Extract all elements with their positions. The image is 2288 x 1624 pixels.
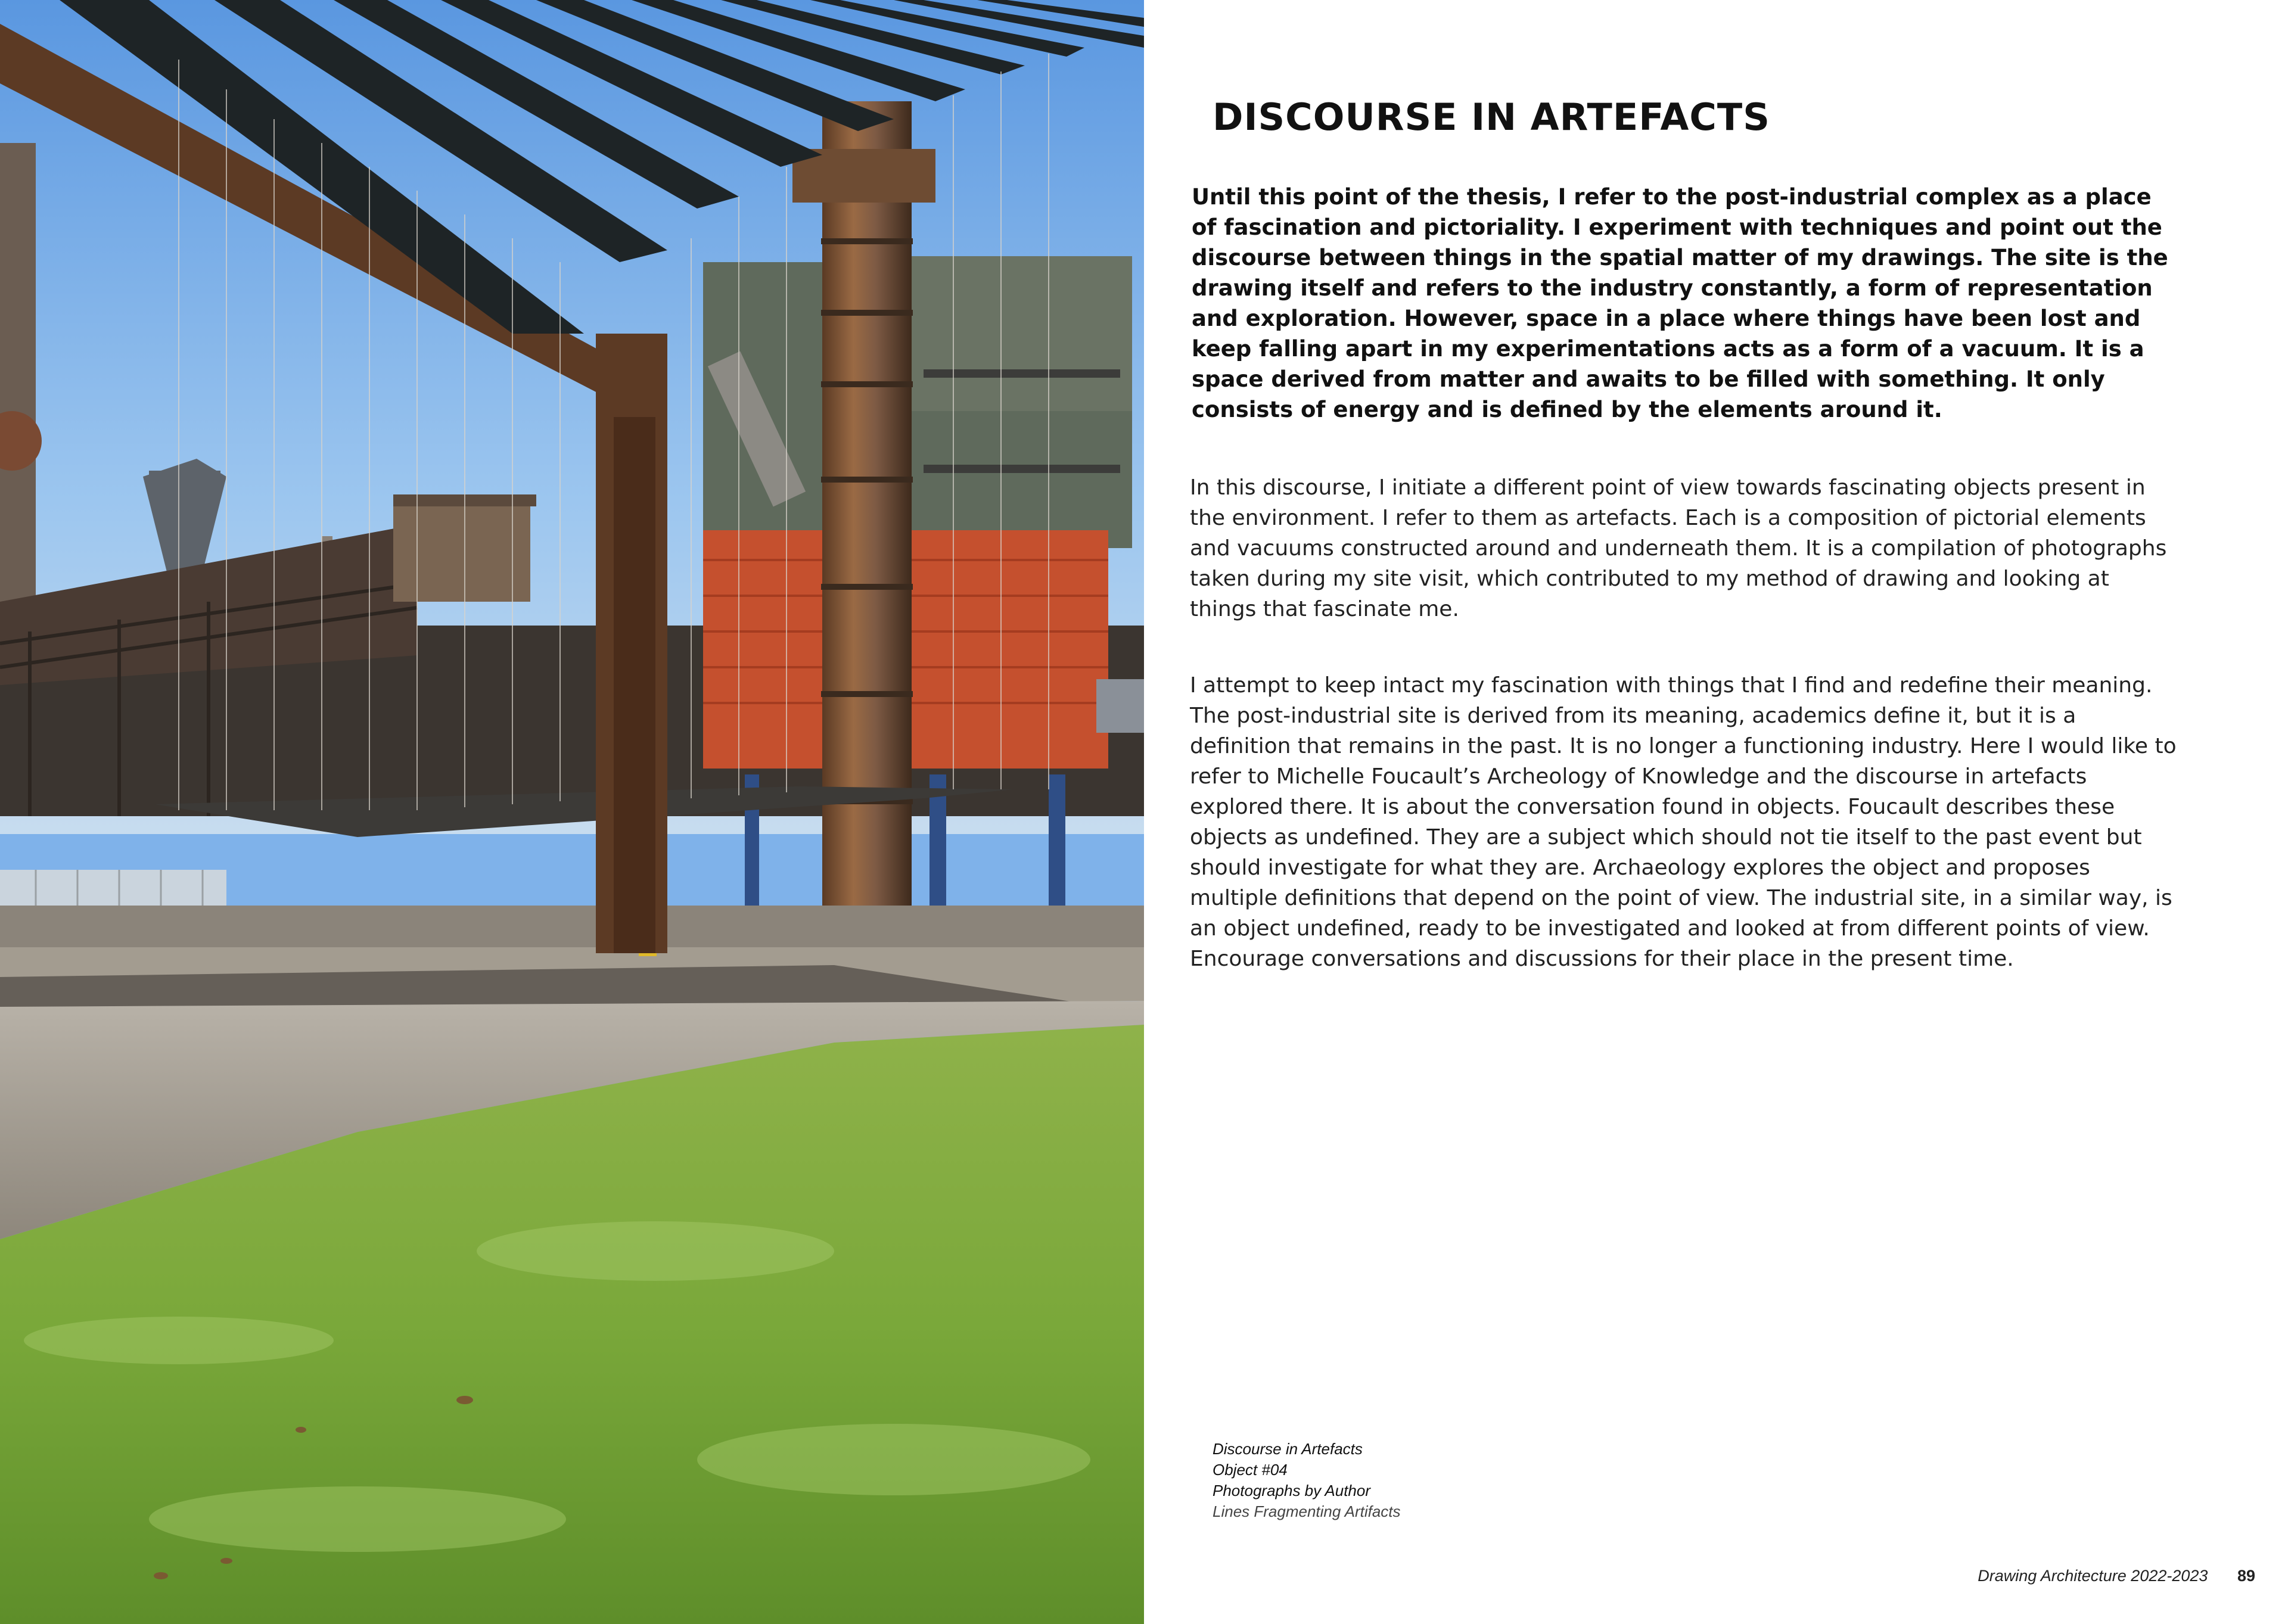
caption-title: Discourse in Artefacts (1213, 1440, 1363, 1458)
page-title: DISCOURSE IN ARTEFACTS (1213, 95, 1770, 139)
caption-credit: Photographs by Author (1213, 1482, 1370, 1499)
page-footer (1978, 1567, 2255, 1585)
body-paragraph-2: I attempt to keep intact my fascination with things that I find and redefine their meaning. The post-industrial site is derived from its meaning, academics define it, but it is a definition that remains in the past. It is no longer a functioning industry. Here I would like to refer to Michelle Foucault’s Archeology of Knowledge and the discourse in artefacts explored there. It is about the conversation found in objects. Foucault describes these objects as undefined. They are a subject which should not tie itself to the past event but should investigate for what they are. Archaeology explores the object and proposes multiple definitions that depend on the point of view. The industrial site, in a similar way, is an object undefined, ready to be investigated and looked at from different points of view. Encourage conversations and discussions for their place in the present time. (1190, 673, 2177, 971)
photo-caption (1213, 1439, 1401, 1522)
publication-name: Drawing Architecture 2022-2023 (1978, 1567, 2208, 1585)
caption-object: Object #04 (1213, 1461, 1288, 1479)
text-page (1144, 0, 2288, 1624)
caption-subtitle: Lines Fragmenting Artifacts (1213, 1502, 1401, 1520)
page-number: 89 (2237, 1567, 2255, 1585)
lead-paragraph: Until this point of the thesis, I refer to the post-industrial complex as a place of fascination and pictoriality. I experiment with techniques and point out the discourse between things in the spatial matter of my drawings. The site is the drawing itself and refers to the industry constantly, a form of representation and exploration. However, space in a place where things have been lost and keep falling apart in my experimentations acts as a form of a vacuum. It is a space derived from matter and awaits to be filled with something. It only consists of energy and is defined by the elements around it. (1192, 184, 2168, 422)
body-paragraph-1: In this discourse, I initiate a different point of view towards fascinating objects present in the environment. I refer to them as artefacts. Each is a composition of pictorial elements and vacuums constructed around and underneath them. It is a compilation of photographs taken during my site visit, which contributed to my method of drawing and looking at things that fascinate me. (1190, 475, 2167, 621)
